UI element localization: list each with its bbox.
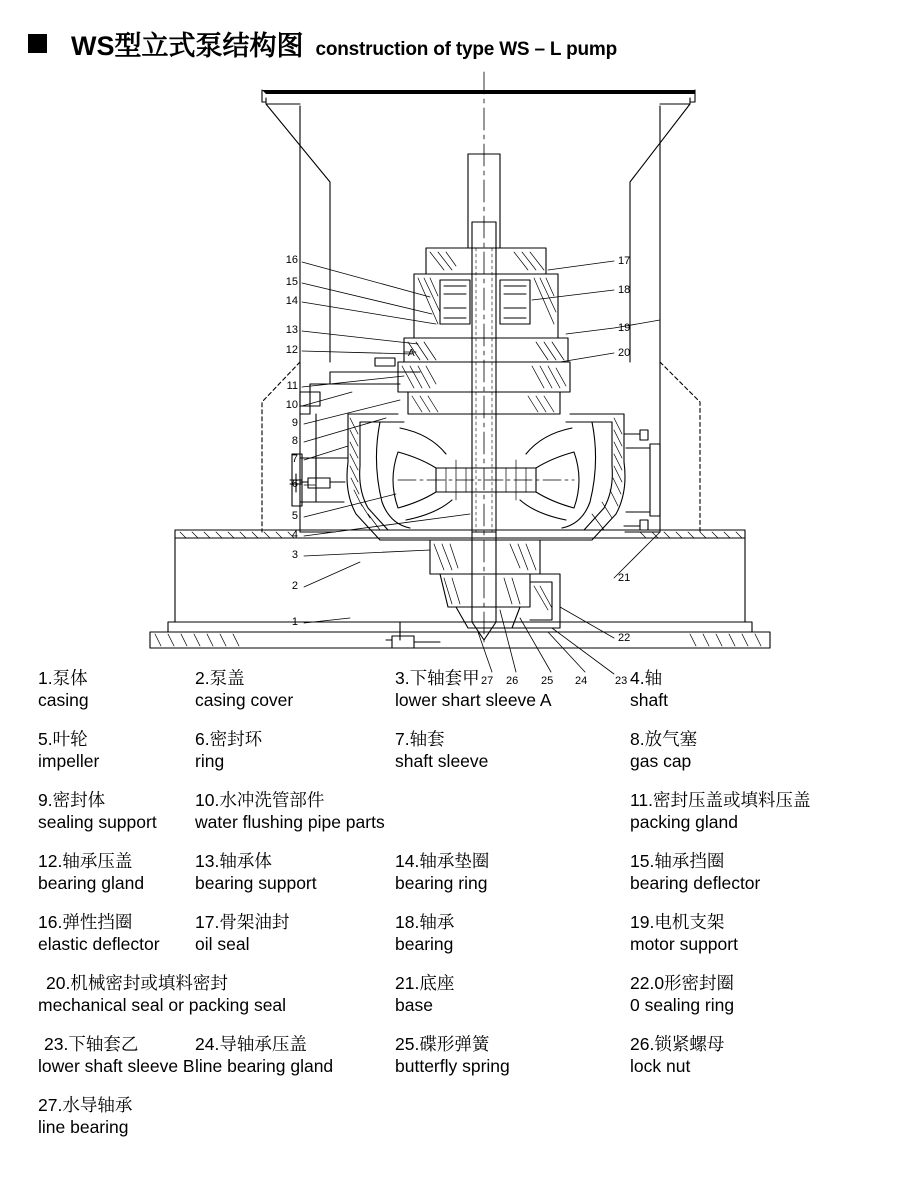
legend-item-12: [0, 851, 195, 894]
legend-item-16: [0, 912, 195, 955]
legend-item-13: [195, 851, 395, 894]
legend-label-cn: 18.轴承: [395, 912, 455, 932]
legend-item-5: [0, 729, 195, 772]
legend-label-en: lock nut: [630, 1056, 691, 1076]
callout-7: 7: [291, 453, 298, 465]
callout-21: 21: [618, 572, 631, 584]
legend-row: [0, 851, 900, 894]
legend-item-20: [0, 973, 395, 1016]
legend-label-cn: 20.机械密封或填料密封: [46, 973, 228, 993]
legend-label-en: ring: [195, 751, 225, 771]
callout-8: 8: [291, 435, 298, 447]
legend-label-en: bearing: [395, 934, 454, 954]
legend-label-cn: 2.泵盖: [195, 668, 245, 688]
callout-A: A: [408, 348, 415, 359]
legend-item-7: [395, 729, 630, 772]
callout-14: 14: [285, 295, 298, 307]
legend-row: [0, 790, 900, 833]
legend-label-en: water flushing pipe parts: [195, 812, 385, 832]
legend-label-en: impeller: [38, 751, 100, 771]
legend-item-26: [630, 1034, 830, 1077]
legend-row: [0, 1095, 900, 1138]
legend-item-14: [395, 851, 630, 894]
legend-label-cn: 17.骨架油封: [195, 912, 290, 932]
legend-label-en: packing gland: [630, 812, 738, 832]
legend-label-cn: 10.水冲洗管部件: [195, 790, 325, 810]
callout-27: 27: [481, 675, 494, 687]
parts-legend: [0, 668, 900, 1156]
callout-6: 6: [291, 478, 298, 490]
legend-row: [0, 668, 900, 711]
legend-item-8: [630, 729, 830, 772]
legend-label-cn: 23.下轴套乙: [44, 1034, 139, 1054]
legend-label-en: motor support: [630, 934, 738, 954]
legend-label-cn: 24.导轴承压盖: [195, 1034, 307, 1054]
legend-label-en: casing: [38, 690, 89, 710]
legend-label-en: line bearing gland: [195, 1056, 334, 1076]
legend-item-3: [395, 668, 630, 711]
callout-9: 9: [291, 417, 298, 429]
legend-label-en: shaft: [630, 690, 668, 710]
legend-label-en: bearing gland: [38, 873, 145, 893]
legend-item-9: [0, 790, 195, 833]
callout-23: 23: [615, 675, 628, 687]
legend-label-en: mechanical seal or packing seal: [38, 995, 287, 1015]
legend-label-en: lower shart sleeve A: [395, 690, 552, 710]
legend-label-en: butterfly spring: [395, 1056, 510, 1076]
legend-label-en: shaft sleeve: [395, 751, 489, 771]
legend-item-17: [195, 912, 395, 955]
callout-3: 3: [291, 549, 298, 561]
legend-label-en: gas cap: [630, 751, 692, 771]
legend-label-cn: 6.密封环: [195, 729, 263, 749]
legend-label-cn: 7.轴套: [395, 729, 445, 749]
legend-label-en: oil seal: [195, 934, 250, 954]
legend-item-22: [630, 973, 830, 1016]
page-title-en: construction of type WS – L pump: [315, 39, 617, 60]
callout-17: 17: [618, 255, 631, 267]
legend-label-cn: 1.泵体: [38, 668, 88, 688]
legend-label-cn: 12.轴承压盖: [38, 851, 133, 871]
legend-item-19: [630, 912, 830, 955]
callout-10: 10: [285, 399, 298, 411]
legend-row: [0, 912, 900, 955]
callout-25: 25: [541, 675, 554, 687]
legend-label-cn: 11.密封压盖或填料压盖: [630, 790, 811, 810]
callout-24: 24: [575, 675, 588, 687]
legend-label-cn: 21.底座: [395, 973, 455, 993]
callout-20: 20: [618, 347, 631, 359]
legend-label-en: bearing ring: [395, 873, 488, 893]
callout-5: 5: [291, 510, 298, 522]
page-title-cn: WS型立式泵结构图: [71, 31, 304, 61]
callout-2: 2: [291, 580, 298, 592]
legend-label-en: sealing support: [38, 812, 157, 832]
legend-row: [0, 729, 900, 772]
legend-label-cn: 4.轴: [630, 668, 663, 688]
callout-18: 18: [618, 284, 631, 296]
legend-row: [0, 1034, 900, 1077]
legend-label-cn: 9.密封体: [38, 790, 106, 810]
legend-label-cn: 14.轴承垫圈: [395, 851, 490, 871]
legend-label-cn: 13.轴承体: [195, 851, 272, 871]
callout-19: 19: [618, 322, 631, 334]
legend-label-en: 0 sealing ring: [630, 995, 735, 1015]
callout-22: 22: [618, 632, 631, 644]
legend-label-en: base: [395, 995, 433, 1015]
page-header: [28, 24, 617, 63]
legend-item-2: [195, 668, 395, 711]
callout-11: 11: [286, 380, 298, 392]
callout-12: 12: [285, 344, 298, 356]
legend-row: [0, 973, 900, 1016]
legend-label-en: casing cover: [195, 690, 294, 710]
legend-label-cn: 15.轴承挡圈: [630, 851, 725, 871]
legend-item-23: [0, 1034, 195, 1077]
legend-item-25: [395, 1034, 630, 1077]
legend-label-cn: 25.碟形弹簧: [395, 1034, 490, 1054]
legend-item-6: [195, 729, 395, 772]
callout-4: 4: [291, 529, 298, 541]
legend-item-21: [395, 973, 630, 1016]
callout-26: 26: [506, 675, 519, 687]
legend-label-cn: 19.电机支架: [630, 912, 725, 932]
callout-13: 13: [285, 324, 298, 336]
legend-item-18: [395, 912, 630, 955]
legend-label-cn: 26.锁紧螺母: [630, 1034, 725, 1054]
legend-label-en: bearing support: [195, 873, 317, 893]
callout-16: 16: [285, 254, 298, 266]
legend-item-11: [435, 790, 811, 833]
legend-item-27: [0, 1095, 195, 1138]
legend-item-15: [630, 851, 830, 894]
legend-label-cn: 3.下轴套甲: [395, 668, 480, 688]
legend-item-10: [195, 790, 435, 833]
legend-label-en: bearing deflector: [630, 873, 761, 893]
callout-1: 1: [291, 616, 298, 628]
legend-item-4: [630, 668, 830, 711]
legend-label-cn: 27.水导轴承: [38, 1095, 133, 1115]
legend-label-cn: 22.0形密封圈: [630, 973, 735, 993]
legend-label-en: elastic deflector: [38, 934, 160, 954]
legend-label-cn: 5.叶轮: [38, 729, 88, 749]
legend-item-1: [0, 668, 195, 711]
legend-label-cn: 8.放气塞: [630, 729, 698, 749]
legend-label-en: lower shaft sleeve B: [38, 1056, 195, 1076]
legend-item-24: [195, 1034, 395, 1077]
legend-label-cn: 16.弹性挡圈: [38, 912, 133, 932]
callout-15: 15: [285, 276, 298, 288]
square-bullet-icon: [28, 34, 47, 53]
legend-label-en: line bearing: [38, 1117, 129, 1137]
